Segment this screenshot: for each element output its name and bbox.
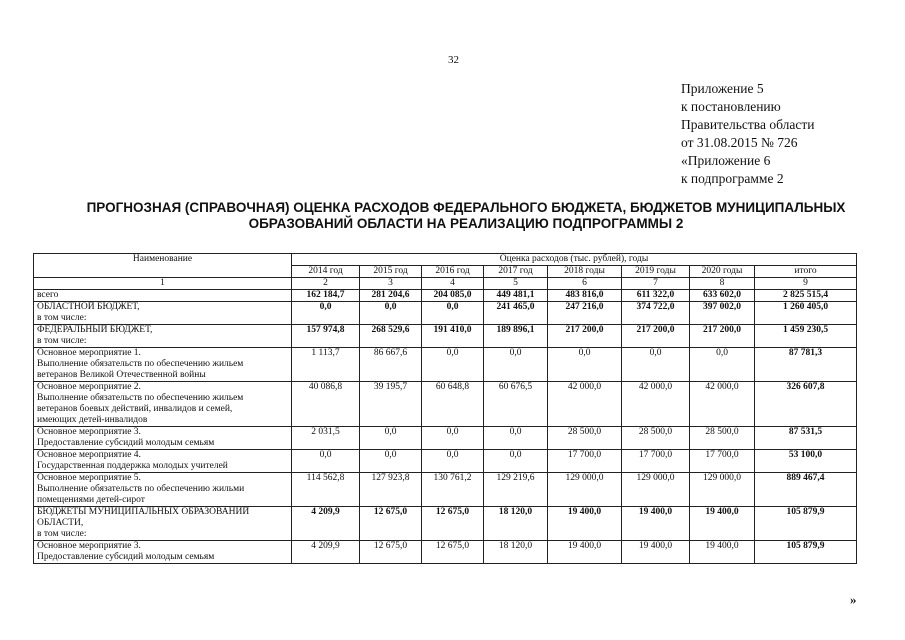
column-number: 6 [548, 278, 622, 290]
row-name [34, 325, 292, 348]
appendix-line: от 31.08.2015 № 726 [681, 135, 798, 150]
table-row [34, 290, 857, 302]
year-header: 2020 годы [690, 266, 755, 278]
name-header: Наименование [34, 254, 292, 278]
row-value: 114 562,8 [292, 473, 360, 507]
row-name-line: Основное мероприятие 2. [37, 382, 141, 392]
appendix-note [681, 80, 814, 188]
column-number: 3 [360, 278, 422, 290]
row-value: 28 500,0 [690, 427, 755, 450]
row-value: 0,0 [292, 450, 360, 473]
column-number: 7 [622, 278, 690, 290]
appendix-line: Правительства области [681, 117, 815, 132]
table-row [34, 325, 857, 348]
row-name [34, 382, 292, 427]
row-value: 0,0 [548, 348, 622, 382]
row-name [34, 541, 292, 564]
row-value: 19 400,0 [690, 507, 755, 541]
table-row [34, 302, 857, 325]
row-value: 0,0 [484, 427, 548, 450]
row-value: 19 400,0 [622, 541, 690, 564]
row-value: 40 086,8 [292, 382, 360, 427]
year-header: 2016 год [422, 266, 484, 278]
row-value: 129 000,0 [690, 473, 755, 507]
column-number: 8 [690, 278, 755, 290]
row-name-line: ветеранов Великой Отечественной войны [37, 370, 206, 380]
row-value: 12 675,0 [360, 541, 422, 564]
appendix-line: «Приложение 6 [681, 153, 771, 168]
row-value: 0,0 [484, 348, 548, 382]
row-value: 217 200,0 [548, 325, 622, 348]
row-value: 189 896,1 [484, 325, 548, 348]
row-value: 130 761,2 [422, 473, 484, 507]
row-value: 0,0 [422, 450, 484, 473]
row-name-line: Выполнение обязательств по обеспечению жильми [37, 484, 245, 494]
table-row [34, 450, 857, 473]
row-value: 39 195,7 [360, 382, 422, 427]
row-name [34, 473, 292, 507]
row-value: 449 481,1 [484, 290, 548, 302]
row-name [34, 507, 292, 541]
row-value: 204 085,0 [422, 290, 484, 302]
row-name-line: в том числе: [37, 313, 87, 323]
row-total: 2 825 515,4 [755, 290, 857, 302]
row-value: 2 031,5 [292, 427, 360, 450]
row-value: 0,0 [360, 450, 422, 473]
row-name-line: БЮДЖЕТЫ МУНИЦИПАЛЬНЫХ ОБРАЗОВАНИЙ [37, 507, 250, 517]
row-total: 326 607,8 [755, 382, 857, 427]
row-value: 4 209,9 [292, 507, 360, 541]
column-number: 1 [34, 278, 292, 290]
year-header: итого [755, 266, 857, 278]
row-name-line: Основное мероприятие 3. [37, 541, 141, 551]
row-value: 42 000,0 [622, 382, 690, 427]
document-title: ПРОГНОЗНАЯ (СПРАВОЧНАЯ) ОЦЕНКА РАСХОДОВ ФЕДЕРАЛЬНОГО БЮДЖЕТА, БЮДЖЕТОВ МУНИЦИПАЛЬНЫХ ОБРАЗОВАНИЙ ОБЛАСТИ НА РЕАЛИЗАЦИЮ ПОДПРОГРАММЫ 2 [86, 200, 846, 231]
row-name-line: Государственная поддержка молодых учителей [37, 461, 228, 471]
appendix-line: Приложение 5 [681, 81, 764, 96]
row-value: 28 500,0 [622, 427, 690, 450]
row-value: 18 120,0 [484, 541, 548, 564]
column-number: 2 [292, 278, 360, 290]
row-value: 162 184,7 [292, 290, 360, 302]
row-name [34, 427, 292, 450]
row-value: 217 200,0 [622, 325, 690, 348]
year-header: 2018 годы [548, 266, 622, 278]
row-value: 0,0 [422, 427, 484, 450]
row-name-line: ФЕДЕРАЛЬНЫЙ БЮДЖЕТ, [37, 325, 153, 335]
row-value: 0,0 [360, 427, 422, 450]
row-value: 12 675,0 [360, 507, 422, 541]
row-total: 87 531,5 [755, 427, 857, 450]
row-total: 105 879,9 [755, 507, 857, 541]
row-value: 241 465,0 [484, 302, 548, 325]
row-value: 18 120,0 [484, 507, 548, 541]
row-name-line: Выполнение обязательств по обеспечению жильем [37, 393, 244, 403]
row-value: 397 002,0 [690, 302, 755, 325]
row-value: 4 209,9 [292, 541, 360, 564]
year-header: 2015 год [360, 266, 422, 278]
row-value: 611 322,0 [622, 290, 690, 302]
row-name-line: Основное мероприятие 4. [37, 450, 141, 460]
page-number: 32 [448, 54, 459, 66]
row-name-line: Основное мероприятие 5. [37, 473, 141, 483]
row-value: 268 529,6 [360, 325, 422, 348]
row-value: 17 700,0 [690, 450, 755, 473]
group-header: Оценка расходов (тыс. рублей), годы [292, 254, 857, 266]
table-row [34, 382, 857, 427]
row-value: 42 000,0 [690, 382, 755, 427]
row-name-line: Предоставление субсидий молодым семьям [37, 552, 215, 562]
row-value: 247 216,0 [548, 302, 622, 325]
row-value: 217 200,0 [690, 325, 755, 348]
year-header: 2019 годы [622, 266, 690, 278]
table-row [34, 427, 857, 450]
row-value: 17 700,0 [548, 450, 622, 473]
row-name-line: всего [37, 290, 59, 300]
row-value: 0,0 [622, 348, 690, 382]
row-value: 19 400,0 [622, 507, 690, 541]
row-value: 60 676,5 [484, 382, 548, 427]
row-value: 28 500,0 [548, 427, 622, 450]
row-total: 1 260 405,0 [755, 302, 857, 325]
year-header: 2014 год [292, 266, 360, 278]
row-name-line: Предоставление субсидий молодым семьям [37, 438, 215, 448]
row-value: 42 000,0 [548, 382, 622, 427]
column-number: 5 [484, 278, 548, 290]
row-name-line: ОБЛАСТИ, [37, 518, 84, 528]
row-value: 19 400,0 [548, 507, 622, 541]
row-total: 105 879,9 [755, 541, 857, 564]
row-value: 1 113,7 [292, 348, 360, 382]
row-name-line: помещениями детей-сирот [37, 495, 145, 505]
row-value: 0,0 [422, 302, 484, 325]
row-value: 129 000,0 [548, 473, 622, 507]
row-value: 281 204,6 [360, 290, 422, 302]
row-name-line: Выполнение обязательств по обеспечению жильем [37, 359, 244, 369]
row-total: 889 467,4 [755, 473, 857, 507]
row-name-line: имеющих детей-инвалидов [37, 415, 148, 425]
row-value: 483 816,0 [548, 290, 622, 302]
row-name [34, 302, 292, 325]
row-value: 191 410,0 [422, 325, 484, 348]
expense-table [33, 253, 857, 564]
row-value: 374 722,0 [622, 302, 690, 325]
row-value: 0,0 [360, 302, 422, 325]
row-value: 157 974,8 [292, 325, 360, 348]
row-value: 127 923,8 [360, 473, 422, 507]
row-value: 129 000,0 [622, 473, 690, 507]
row-name-line: Основное мероприятие 3. [37, 427, 141, 437]
table-row [34, 473, 857, 507]
column-number: 9 [755, 278, 857, 290]
table-row [34, 541, 857, 564]
row-value: 0,0 [292, 302, 360, 325]
table-row [34, 507, 857, 541]
row-value: 86 667,6 [360, 348, 422, 382]
row-total: 53 100,0 [755, 450, 857, 473]
row-value: 19 400,0 [548, 541, 622, 564]
appendix-line: к постановлению [681, 99, 781, 114]
row-name [34, 450, 292, 473]
row-name-line: ОБЛАСТНОЙ БЮДЖЕТ, [37, 302, 140, 312]
row-value: 0,0 [422, 348, 484, 382]
row-value: 60 648,8 [422, 382, 484, 427]
row-value: 12 675,0 [422, 507, 484, 541]
row-total: 87 781,3 [755, 348, 857, 382]
closing-quote: » [850, 592, 857, 607]
row-name-line: в том числе: [37, 336, 87, 346]
row-name [34, 290, 292, 302]
row-name-line: ветеранов боевых действий, инвалидов и семей, [37, 404, 233, 414]
row-value: 633 602,0 [690, 290, 755, 302]
row-value: 19 400,0 [690, 541, 755, 564]
year-header: 2017 год [484, 266, 548, 278]
table-row [34, 348, 857, 382]
row-name-line: в том числе: [37, 529, 87, 539]
row-value: 129 219,6 [484, 473, 548, 507]
row-name [34, 348, 292, 382]
row-value: 12 675,0 [422, 541, 484, 564]
row-name-line: Основное мероприятие 1. [37, 348, 141, 358]
appendix-line: к подпрограмме 2 [681, 171, 784, 186]
column-number: 4 [422, 278, 484, 290]
row-value: 0,0 [484, 450, 548, 473]
row-total: 1 459 230,5 [755, 325, 857, 348]
row-value: 0,0 [690, 348, 755, 382]
row-value: 17 700,0 [622, 450, 690, 473]
